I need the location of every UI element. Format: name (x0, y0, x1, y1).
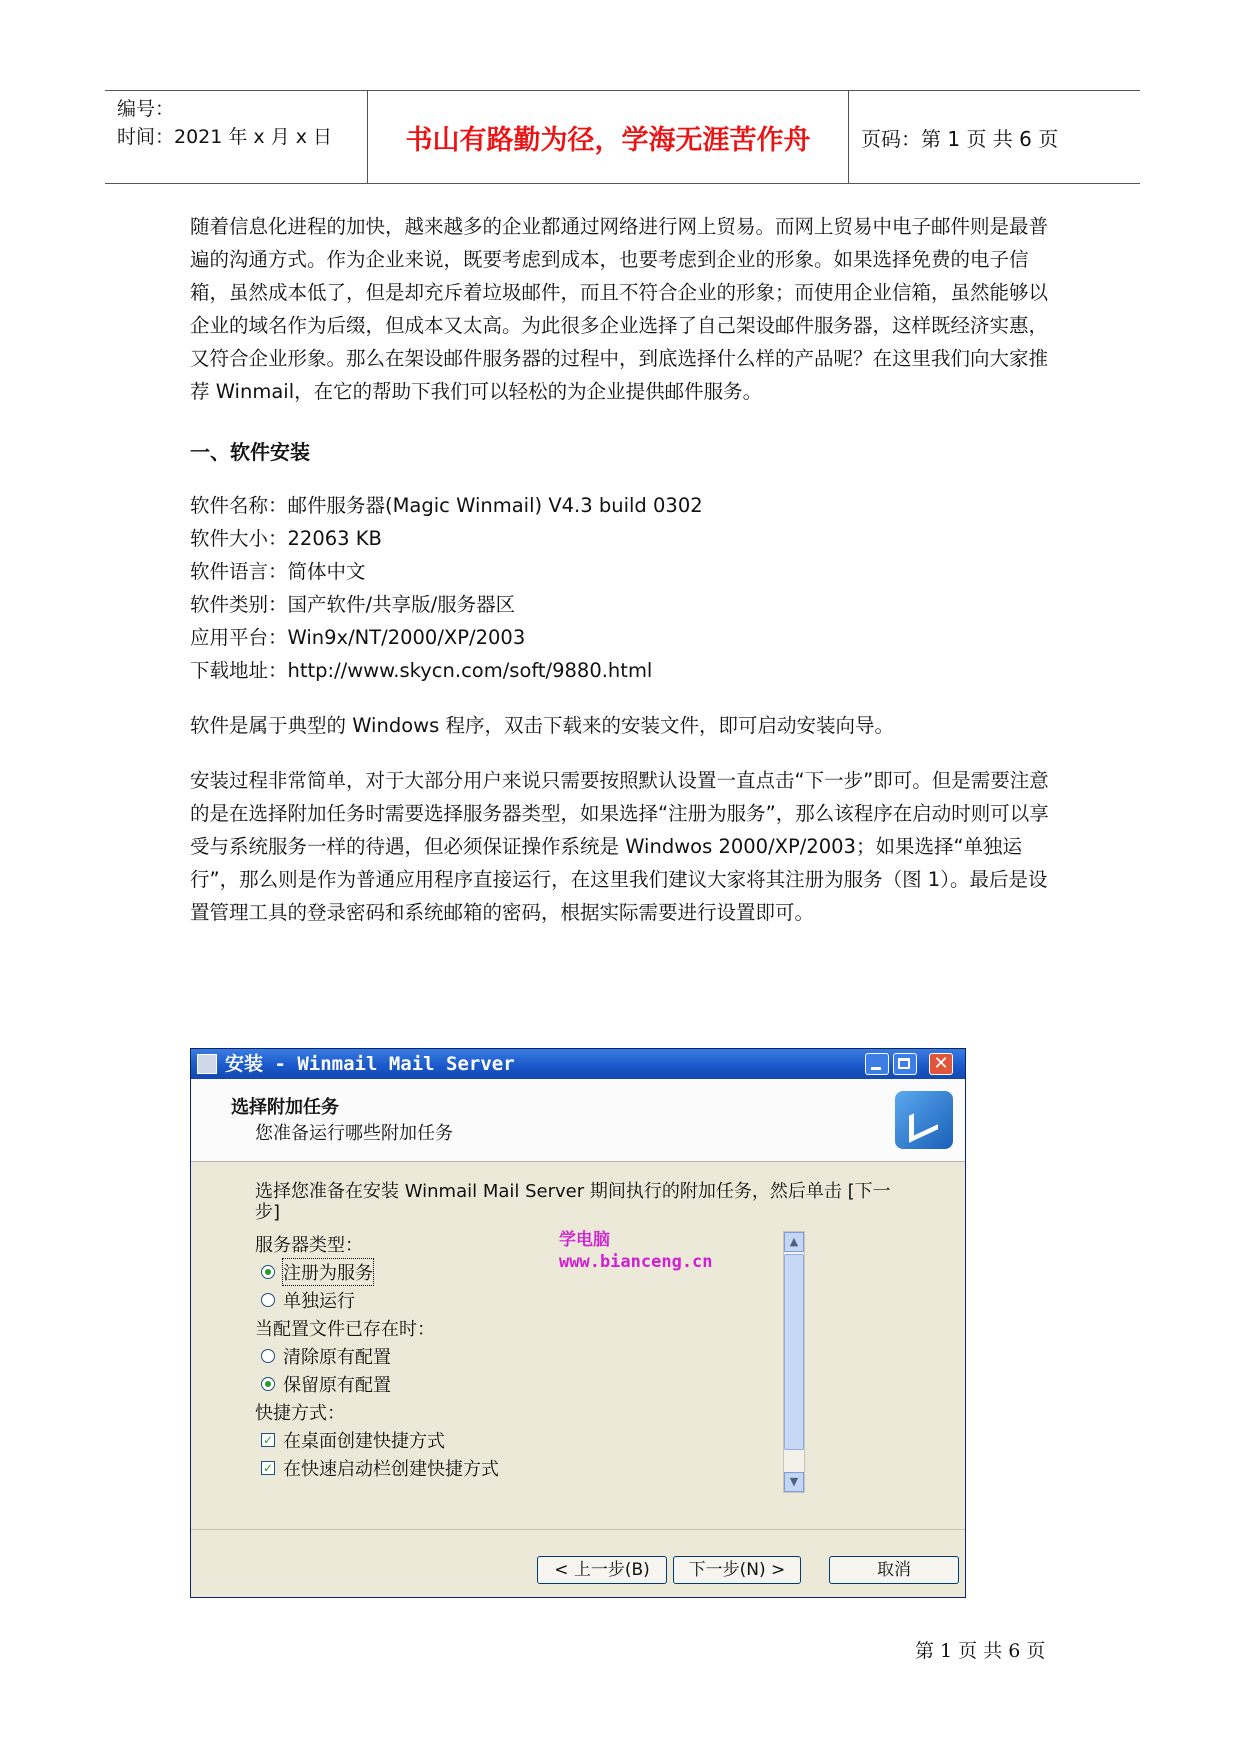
checkbox-checked-icon[interactable]: ✓ (262, 1433, 274, 1447)
cancel-button[interactable]: 取消 (829, 1556, 959, 1584)
info-line: 下载地址：http://www.skycn.com/soft/9880.html (190, 659, 653, 682)
header-page-info: 页码：第 1 页 共 6 页 (861, 126, 1059, 151)
installer-icon (197, 1054, 217, 1074)
watermark (559, 1229, 713, 1273)
clear-config-option[interactable] (261, 1343, 391, 1369)
register-service-option[interactable] (261, 1259, 373, 1285)
scroll-thumb[interactable] (784, 1254, 804, 1450)
page-footer: 第 1 页 共 6 页 (915, 1640, 1046, 1662)
close-button[interactable]: ✕ (929, 1053, 953, 1075)
keep-config-option[interactable] (261, 1371, 391, 1397)
time-line: 时间：2021 年 x 月 x 日 (117, 126, 333, 148)
next-button[interactable]: 下一步(N) > (673, 1556, 801, 1584)
checkbox-checked-icon[interactable]: ✓ (262, 1461, 274, 1475)
wizard-subheading: 您准备运行哪些附加任务 (255, 1123, 453, 1144)
document-body (190, 210, 1060, 951)
info-line: 软件名称：邮件服务器(Magic Winmail) V4.3 build 0302 (190, 494, 703, 517)
radio-icon[interactable] (261, 1293, 275, 1307)
section-title: 一、软件安装 (190, 440, 310, 464)
shortcut-label: 快捷方式： (255, 1403, 345, 1424)
desktop-shortcut-option[interactable] (261, 1427, 445, 1453)
option-label: 清除原有配置 (283, 1347, 391, 1368)
info-line: 应用平台：Win9x/NT/2000/XP/2003 (190, 626, 526, 649)
header-motto: 书山有路勤为径，学海无涯苦作舟 (367, 91, 849, 183)
options-scrollbar[interactable] (783, 1231, 805, 1493)
radio-selected-icon[interactable] (261, 1265, 275, 1279)
window-title: 安装 - Winmail Mail Server (225, 1053, 515, 1075)
maximize-button[interactable] (893, 1053, 917, 1075)
wizard-description: 选择您准备在安装 Winmail Mail Server 期间执行的附加任务，然后单击 [下一步] (255, 1181, 891, 1223)
installer-window (190, 1048, 966, 1598)
software-info (190, 489, 1060, 687)
wizard-heading: 选择附加任务 (231, 1097, 339, 1118)
number-label: 编号： (117, 98, 175, 120)
paragraph: 安装过程非常简单，对于大部分用户来说只需要按照默认设置一直点击“下一步”即可。但是需要注意的是在选择附加任务时需要选择服务器类型，如果选择“注册为服务”，那么该程序在启动时则可以享受与系统服务一样的待遇，但必须保证操作系统是 Windwos 2000/XP/2003；如果选择“单独运行”，那么则是作为普通应用程序直接运行，在这里我们建议大家将其注册为服务（图 1）。最后是设置管理工具的登录密码和系统邮箱的密码，根据实际需要进行设置即可。 (190, 769, 1049, 924)
paragraph: 软件是属于典型的 Windows 程序，双击下载来的安装文件，即可启动安装向导。 (190, 714, 894, 737)
server-type-label: 服务器类型： (255, 1235, 363, 1256)
minimize-button[interactable] (865, 1053, 889, 1075)
back-button[interactable]: < 上一步(B) (537, 1556, 667, 1584)
wizard-header (191, 1079, 965, 1162)
window-titlebar[interactable] (191, 1049, 965, 1079)
config-exists-label: 当配置文件已存在时： (255, 1319, 435, 1340)
quicklaunch-shortcut-option[interactable] (261, 1455, 499, 1481)
option-label: 在快速启动栏创建快捷方式 (283, 1459, 499, 1480)
option-label: 在桌面创建快捷方式 (283, 1431, 445, 1452)
watermark-url: www.bianceng.cn (559, 1252, 713, 1272)
intro-paragraph: 随着信息化进程的加快，越来越多的企业都通过网络进行网上贸易。而网上贸易中电子邮件则是最普遍的沟通方式。作为企业来说，既要考虑到成本，也要考虑到企业的形象。如果选择免费的电子信箱，虽然成本低了，但是却充斥着垃圾邮件，而且不符合企业的形象；而使用企业信箱，虽然能够以企业的域名作为后缀，但成本又太高。为此很多企业选择了自己架设邮件服务器，这样既经济实惠，又符合企业形象。那么在架设邮件服务器的过程中，到底选择什么样的产品呢？在这里我们向大家推荐 Winmail，在它的帮助下我们可以轻松的为企业提供邮件服务。 (190, 215, 1049, 403)
radio-selected-icon[interactable] (261, 1377, 275, 1391)
option-label: 注册为服务 (283, 1259, 373, 1285)
header-left (117, 91, 367, 187)
watermark-name: 学电脑 (559, 1230, 610, 1250)
standalone-option[interactable] (261, 1287, 355, 1313)
option-label: 单独运行 (283, 1291, 355, 1312)
scroll-down-icon[interactable]: ▼ (784, 1472, 804, 1492)
wizard-button-bar (191, 1529, 965, 1598)
info-line: 软件大小：22063 KB (190, 527, 382, 550)
info-line: 软件类别：国产软件/共享版/服务器区 (190, 593, 516, 616)
info-line: 软件语言：简体中文 (190, 560, 366, 583)
option-label: 保留原有配置 (283, 1375, 391, 1396)
setup-logo-icon (895, 1091, 953, 1149)
radio-icon[interactable] (261, 1349, 275, 1363)
document-header (105, 90, 1140, 184)
scroll-up-icon[interactable]: ▲ (784, 1232, 804, 1252)
